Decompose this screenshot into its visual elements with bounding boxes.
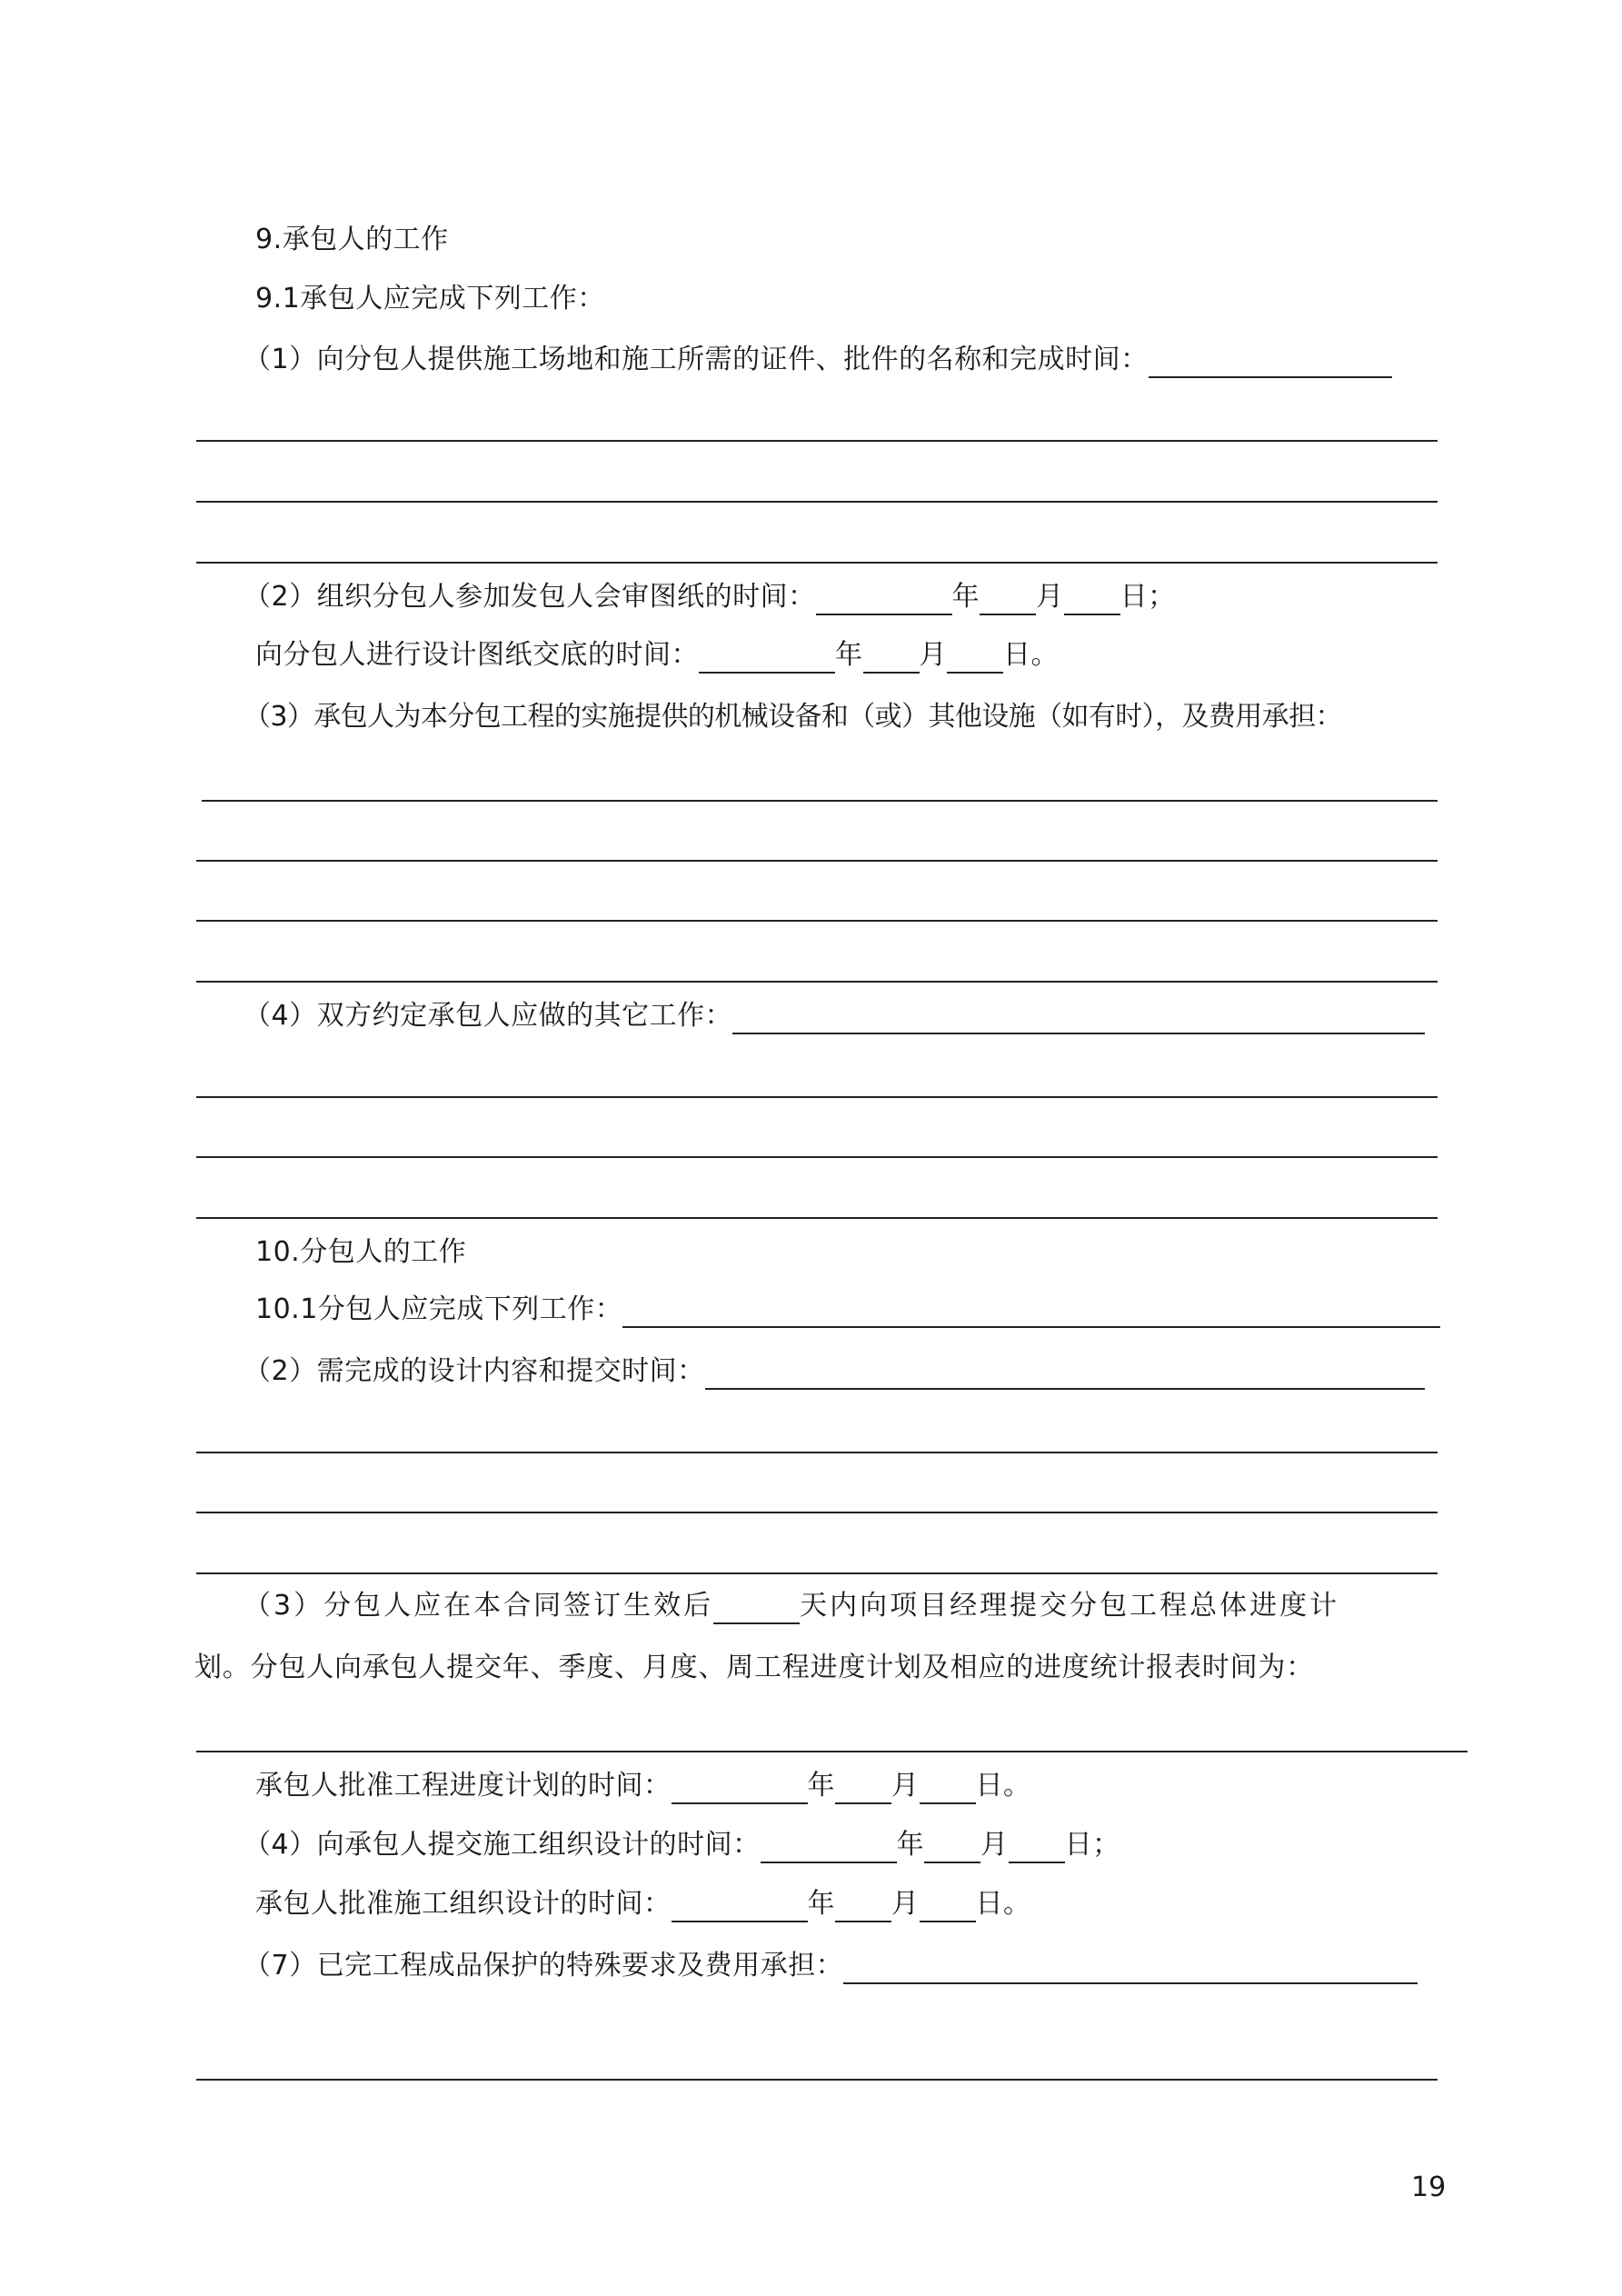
fill-line[interactable]: [196, 860, 1438, 862]
fill-line[interactable]: [196, 440, 1438, 442]
year-unit: 年: [896, 1829, 925, 1861]
item-label: （2）组织分包人参加发包人会审图纸的时间：: [244, 581, 816, 613]
fill-blank[interactable]: [705, 1359, 1425, 1390]
section-10-title: 10.分包人的工作: [255, 1236, 467, 1268]
fill-line[interactable]: [196, 1452, 1438, 1453]
section-9-1-heading: 9.1承包人应完成下列工作：: [255, 283, 605, 314]
month-blank[interactable]: [835, 1892, 891, 1922]
punct: 。: [1003, 1770, 1031, 1802]
fill-blank[interactable]: [622, 1297, 1440, 1328]
item-9-1-3: （3）承包人为本分包工程的实施提供的机械设备和（或）其他设施（如有时），及费用承担：: [244, 701, 1342, 733]
punct: 。: [1030, 639, 1059, 671]
approve-plan-line: [255, 1768, 1031, 1804]
item-label: （1）向分包人提供施工场地和施工所需的证件、批件的名称和完成时间：: [244, 344, 1149, 375]
item-10-1-3: [244, 1588, 1339, 1624]
item-label: 向分包人进行设计图纸交底的时间：: [255, 639, 699, 671]
fill-line[interactable]: [196, 1751, 1468, 1752]
year-unit: 年: [835, 639, 863, 671]
month-blank[interactable]: [863, 643, 920, 674]
punct: ；: [1092, 1829, 1120, 1861]
item-label: 10.1分包人应完成下列工作：: [255, 1293, 623, 1325]
month-unit: 月: [891, 1888, 920, 1920]
punct: 。: [1003, 1888, 1031, 1920]
fill-line[interactable]: [196, 501, 1438, 503]
year-unit: 年: [951, 581, 980, 613]
item-label: 承包人批准施工组织设计的时间：: [255, 1888, 672, 1920]
punct: ；: [1148, 581, 1176, 613]
item-9-1-4: [244, 998, 1425, 1034]
section-9-title: 9.承包人的工作: [255, 224, 449, 255]
year-blank[interactable]: [672, 1892, 808, 1922]
day-unit: 日: [975, 1888, 1003, 1920]
fill-line[interactable]: [196, 1572, 1438, 1574]
fill-line[interactable]: [196, 1217, 1438, 1219]
year-unit: 年: [807, 1770, 835, 1802]
day-unit: 日: [1003, 639, 1031, 671]
month-unit: 月: [891, 1770, 920, 1802]
fill-line[interactable]: [196, 920, 1438, 922]
day-blank[interactable]: [1009, 1832, 1065, 1863]
item-9-1-2b: [255, 637, 1059, 674]
day-blank[interactable]: [920, 1892, 976, 1922]
month-unit: 月: [1036, 581, 1064, 613]
year-blank[interactable]: [672, 1773, 808, 1804]
fill-line[interactable]: [196, 562, 1438, 564]
month-unit: 月: [919, 639, 947, 671]
day-blank[interactable]: [947, 643, 1003, 674]
fill-line[interactable]: [196, 2079, 1438, 2081]
item-10-1-2: [244, 1353, 1425, 1390]
item-9-1-1: [244, 342, 1392, 378]
item-label-cont: 天内向项目经理提交分包工程总体进度计: [800, 1590, 1340, 1622]
item-label: （3）分包人应在本合同签订生效后: [244, 1590, 714, 1622]
fill-blank[interactable]: [1149, 347, 1392, 378]
day-unit: 日: [1064, 1829, 1093, 1861]
item-10-1-7: [244, 1948, 1418, 1984]
day-unit: 日: [1119, 581, 1149, 613]
day-blank[interactable]: [920, 1773, 976, 1804]
section-10-1-heading: [255, 1292, 1440, 1328]
fill-blank[interactable]: [843, 1953, 1418, 1984]
days-blank[interactable]: [713, 1593, 800, 1624]
item-10-1-3-line2: 划。分包人向承包人提交年、季度、月度、周工程进度计划及相应的进度统计报表时间为：: [194, 1652, 1314, 1683]
fill-blank[interactable]: [732, 1003, 1425, 1034]
year-blank[interactable]: [761, 1832, 897, 1863]
item-10-1-4: [244, 1827, 1120, 1863]
day-blank[interactable]: [1064, 584, 1120, 615]
year-unit: 年: [807, 1888, 835, 1920]
month-blank[interactable]: [980, 584, 1036, 615]
day-unit: 日: [975, 1770, 1003, 1802]
fill-line[interactable]: [196, 981, 1438, 983]
year-blank[interactable]: [699, 643, 835, 674]
item-label: （4）向承包人提交施工组织设计的时间：: [244, 1829, 761, 1861]
item-label: 承包人批准工程进度计划的时间：: [255, 1770, 672, 1802]
month-blank[interactable]: [924, 1832, 980, 1863]
year-blank[interactable]: [816, 584, 952, 615]
month-unit: 月: [980, 1829, 1009, 1861]
item-label: （4）双方约定承包人应做的其它工作：: [244, 1000, 733, 1032]
fill-line[interactable]: [196, 1156, 1438, 1158]
item-label: （2）需完成的设计内容和提交时间：: [244, 1355, 705, 1387]
page-number: 19: [1411, 2171, 1447, 2203]
fill-line[interactable]: [196, 1512, 1438, 1513]
month-blank[interactable]: [835, 1773, 891, 1804]
fill-line[interactable]: [202, 800, 1438, 802]
fill-line[interactable]: [196, 1096, 1438, 1098]
approve-design-line: [255, 1886, 1031, 1922]
item-9-1-2a: [244, 579, 1176, 615]
item-label: （7）已完工程成品保护的特殊要求及费用承担：: [244, 1950, 844, 1982]
